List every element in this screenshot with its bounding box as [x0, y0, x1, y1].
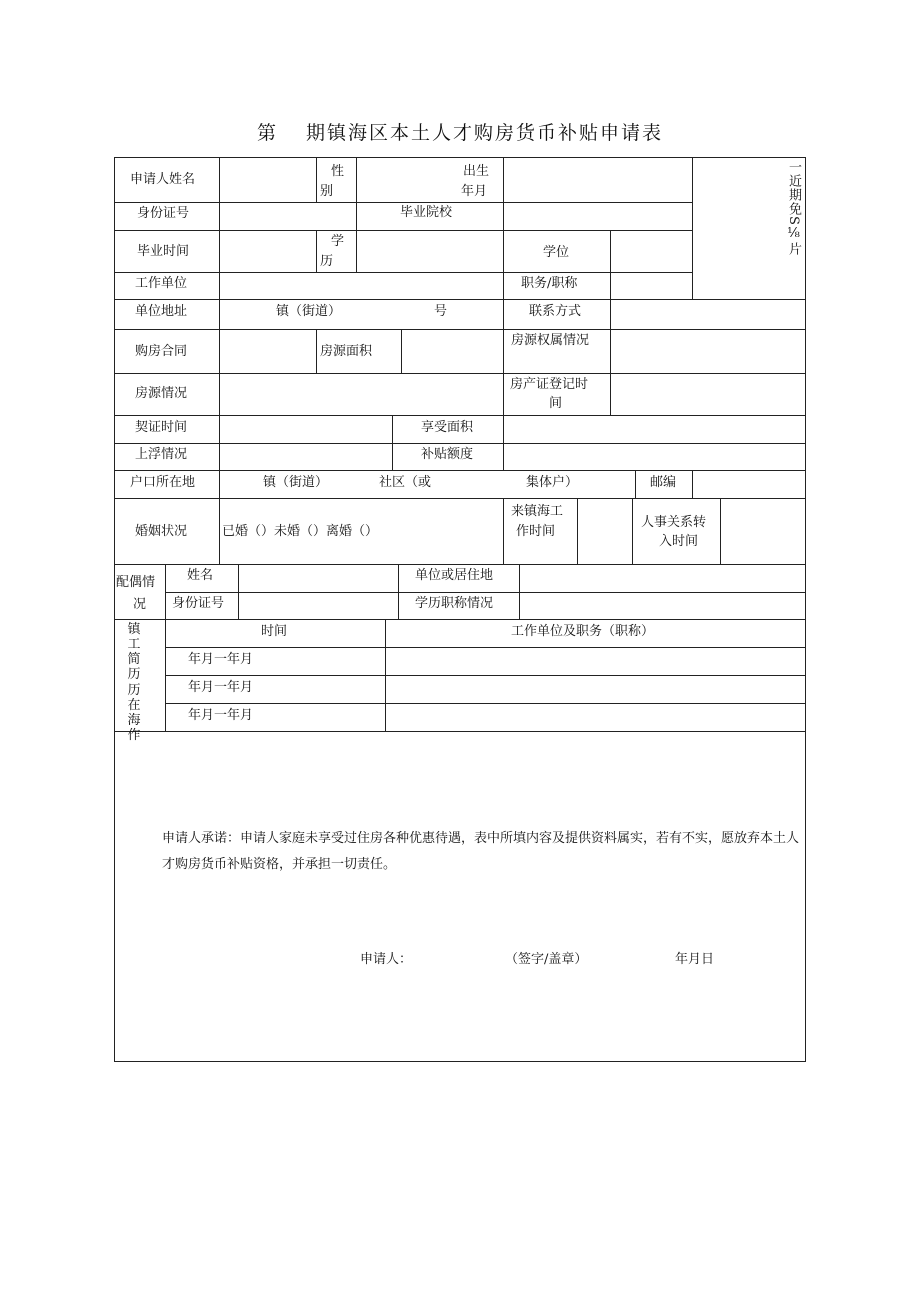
row-line: [165, 703, 806, 704]
label-birth-2: 年月: [461, 184, 488, 199]
resume-row-1-time: 年月一年月: [188, 652, 254, 667]
col-line: [692, 470, 693, 498]
col-line: [398, 564, 399, 619]
photo-area-note: 一近期免S⅛片: [786, 160, 801, 256]
label-collective: 集体户）: [526, 475, 579, 490]
marital-options: 已婚（）未婚（）离婚（）: [222, 524, 379, 539]
resume-row-2-time: 年月一年月: [188, 680, 254, 695]
col-line: [610, 230, 611, 272]
label-purchase-contract: 购房合同: [135, 344, 188, 359]
label-marital-status: 婚姻状况: [135, 524, 188, 539]
label-graduate-time: 毕业时间: [137, 244, 190, 259]
label-deed-time: 契证时间: [135, 420, 188, 435]
col-line: [503, 415, 504, 470]
col-line: [577, 498, 578, 564]
label-spouse-1: 配偶情: [116, 575, 156, 590]
col-line: [503, 272, 504, 299]
col-line: [503, 373, 504, 415]
label-graduate-school: 毕业院校: [400, 205, 453, 220]
label-unit-address: 单位地址: [135, 304, 188, 319]
label-cert-reg-time-2: 间: [549, 396, 563, 411]
label-town-street: 镇（街道）: [276, 304, 342, 319]
col-line: [503, 299, 504, 329]
col-line: [632, 498, 633, 564]
col-line: [503, 202, 504, 230]
label-spouse-unit: 单位或居住地: [415, 568, 494, 583]
row-line: [165, 675, 806, 676]
label-hukou-community: 社区（或: [379, 475, 432, 490]
col-line: [610, 272, 611, 299]
label-resume-time: 时间: [261, 624, 288, 639]
pledge-date: 年月日: [675, 952, 715, 967]
label-education-1: 学: [331, 234, 345, 249]
label-personnel-transfer-2: 入时间: [659, 534, 699, 549]
col-line: [392, 415, 393, 470]
label-hukou-town: 镇（街道）: [263, 475, 329, 490]
col-line: [219, 498, 220, 564]
row-line: [114, 498, 806, 499]
label-gender-2: 别: [320, 184, 334, 199]
label-enjoy-area: 享受面积: [421, 420, 474, 435]
label-applicant-name: 申请人姓名: [130, 172, 196, 187]
label-work-unit: 工作单位: [135, 276, 188, 291]
row-line: [114, 373, 806, 374]
label-house-situation: 房源情况: [135, 386, 188, 401]
label-hukou-location: 户口所在地: [130, 475, 196, 490]
row-line: [114, 470, 806, 471]
label-spouse-2: 况: [133, 597, 147, 612]
pledge-text: 申请人承诺：申请人家庭未享受过住房各种优惠待遇，表中所填内容及提供资料属实，若有不实，愿放弃本土人才购房货币补贴资格，并承担一切责任。: [162, 831, 800, 872]
col-line: [720, 498, 721, 564]
label-education-2: 历: [320, 254, 334, 269]
row-line: [114, 415, 806, 416]
col-line: [401, 329, 402, 373]
col-line: [503, 329, 504, 373]
row-line: [165, 592, 806, 593]
title-prefix: 第: [256, 122, 278, 144]
form-title: [0, 118, 920, 145]
row-line: [114, 202, 692, 203]
col-line: [503, 157, 504, 202]
label-house-area: 房源面积: [320, 344, 373, 359]
label-resume-side-1: 镇 工 简 历: [127, 622, 141, 682]
col-line: [316, 230, 317, 272]
col-line: [692, 157, 693, 299]
row-line: [165, 647, 806, 648]
label-float-situation: 上浮情况: [135, 447, 188, 462]
col-line: [356, 202, 357, 230]
row-line: [114, 272, 692, 273]
label-position-title: 职务/职称: [521, 276, 578, 291]
col-line: [503, 230, 504, 272]
col-line: [610, 373, 611, 415]
col-line: [610, 299, 611, 329]
label-spouse-id: 身份证号: [172, 596, 225, 611]
resume-row-3-time: 年月一年月: [188, 708, 254, 723]
title-main: 期镇海区本土人才购房货币补贴申请表: [306, 122, 664, 144]
label-birth-1: 出生: [463, 164, 490, 179]
label-spouse-edu: 学历职称情况: [415, 596, 494, 611]
label-ownership: 房源权属情况: [511, 333, 590, 348]
label-gender-1: 性: [331, 164, 345, 179]
col-line: [503, 498, 504, 564]
label-spouse-name: 姓名: [187, 568, 214, 583]
col-line: [238, 564, 239, 619]
col-line: [165, 564, 166, 731]
label-number: 号: [434, 304, 448, 319]
label-subsidy-amount: 补贴额度: [421, 447, 474, 462]
row-line: [114, 329, 806, 330]
row-line: [114, 299, 806, 300]
col-line: [385, 619, 386, 731]
row-line: [114, 731, 806, 732]
row-line: [114, 619, 806, 620]
label-arrive-time-2: 作时间: [516, 524, 556, 539]
row-line: [114, 443, 806, 444]
label-contact: 联系方式: [529, 304, 582, 319]
label-id-number: 身份证号: [137, 206, 190, 221]
label-postcode: 邮编: [650, 475, 677, 490]
label-resume-unit: 工作单位及职务（职称）: [511, 624, 655, 639]
col-line: [356, 230, 357, 272]
col-line: [219, 157, 220, 498]
col-line: [610, 329, 611, 373]
label-resume-side-2: 历 在 海 作: [127, 683, 141, 743]
label-degree: 学位: [543, 245, 570, 260]
col-line: [635, 470, 636, 498]
row-line: [114, 230, 692, 231]
col-line: [316, 157, 317, 202]
pledge-applicant: 申请人：: [360, 952, 413, 967]
col-line: [356, 157, 357, 202]
col-line: [316, 329, 317, 373]
label-personnel-transfer-1: 人事关系转: [641, 515, 707, 530]
pledge-sign: （签字/盖章）: [505, 952, 588, 967]
row-line: [114, 564, 806, 565]
label-arrive-time-1: 来镇海工: [511, 504, 564, 519]
label-cert-reg-time-1: 房产证登记时: [510, 377, 589, 392]
col-line: [519, 564, 520, 619]
